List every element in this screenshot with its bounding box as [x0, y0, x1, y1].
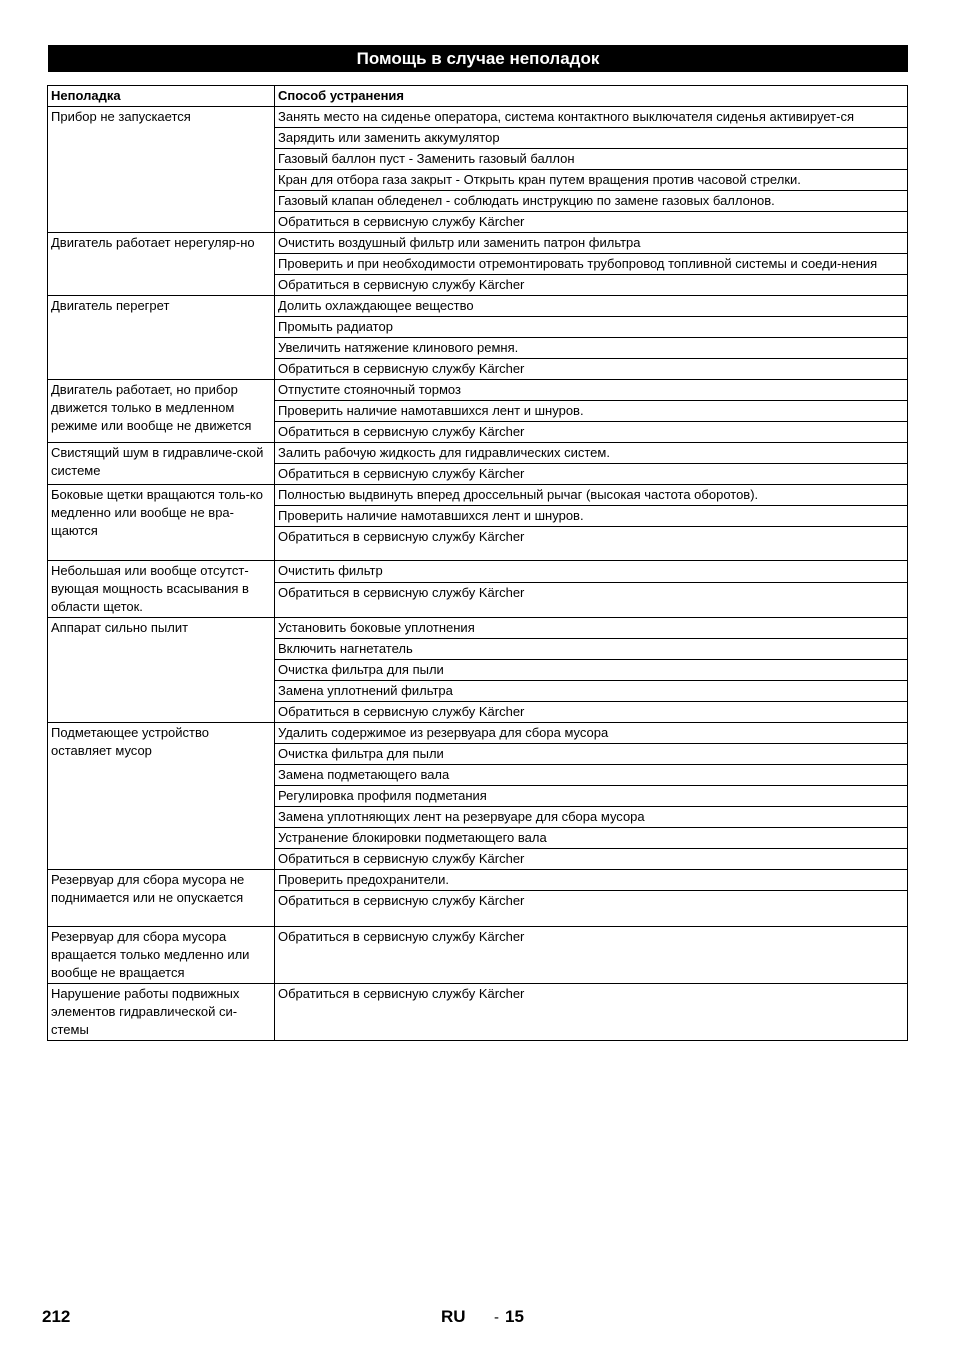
- remedy-cell: Включить нагнетатель: [275, 639, 908, 660]
- table-row: [48, 233, 908, 254]
- remedy-cell: Обратиться в сервисную службу Kärcher: [275, 849, 908, 870]
- table-row: [48, 107, 908, 128]
- remedy-cell: Обратиться в сервисную службу Kärcher: [275, 464, 908, 485]
- troubleshooting-table: [47, 85, 908, 1041]
- remedy-cell: Проверить наличие намотавшихся лент и шнуров.: [275, 401, 908, 422]
- remedy-cell: Проверить предохранители.: [275, 870, 908, 891]
- remedy-cell: Обратиться в сервисную службу Kärcher: [275, 359, 908, 380]
- remedy-cell: Кран для отбора газа закрыт - Открыть кран путем вращения против часовой стрелки.: [275, 170, 908, 191]
- header-remedy: Способ устранения: [275, 86, 908, 107]
- problem-cell: Двигатель работает нерегуляр-но: [48, 233, 275, 296]
- table-row: [48, 927, 908, 984]
- remedy-cell: Отпустите стояночный тормоз: [275, 380, 908, 401]
- remedy-cell: Зарядить или заменить аккумулятор: [275, 128, 908, 149]
- remedy-cell: Обратиться в сервисную службу Kärcher: [275, 527, 908, 561]
- remedy-cell: Очистить воздушный фильтр или заменить патрон фильтра: [275, 233, 908, 254]
- remedy-cell: Проверить наличие намотавшихся лент и шнуров.: [275, 506, 908, 527]
- table-row: [48, 618, 908, 639]
- remedy-cell: Обратиться в сервисную службу Kärcher: [275, 422, 908, 443]
- table-row: [48, 723, 908, 744]
- remedy-cell: Обратиться в сервисную службу Kärcher: [275, 891, 908, 927]
- remedy-cell: Регулировка профиля подметания: [275, 786, 908, 807]
- remedy-cell: Полностью выдвинуть вперед дроссельный рычаг (высокая частота оборотов).: [275, 485, 908, 506]
- table-body: [48, 107, 908, 1041]
- remedy-cell: Замена подметающего вала: [275, 765, 908, 786]
- remedy-cell: Увеличить натяжение клинового ремня.: [275, 338, 908, 359]
- table-row: [48, 984, 908, 1041]
- header-problem: Неполадка: [48, 86, 275, 107]
- remedy-cell: Обратиться в сервисную службу Kärcher: [275, 702, 908, 723]
- remedy-cell: Замена уплотняющих лент на резервуаре для сбора мусора: [275, 807, 908, 828]
- remedy-cell: Обратиться в сервисную службу Kärcher: [275, 582, 908, 617]
- remedy-cell: Очистить фильтр: [275, 561, 908, 583]
- remedy-cell: Долить охлаждающее вещество: [275, 296, 908, 317]
- remedy-cell: Газовый клапан обледенел - соблюдать инструкцию по замене газовых баллонов.: [275, 191, 908, 212]
- remedy-cell: Замена уплотнений фильтра: [275, 681, 908, 702]
- remedy-cell: Обратиться в сервисную службу Kärcher: [275, 275, 908, 296]
- language-code: RU: [441, 1307, 466, 1326]
- remedy-cell: Залить рабочую жидкость для гидравлических систем.: [275, 443, 908, 464]
- remedy-cell: Очистка фильтра для пыли: [275, 660, 908, 681]
- table-row: [48, 443, 908, 464]
- remedy-cell: Удалить содержимое из резервуара для сбора мусора: [275, 723, 908, 744]
- remedy-cell: Промыть радиатор: [275, 317, 908, 338]
- page-number: 212: [42, 1307, 71, 1326]
- remedy-cell: Проверить и при необходимости отремонтировать трубопровод топливной системы и соеди-нения: [275, 254, 908, 275]
- section-title: Помощь в случае неполадок: [48, 45, 908, 72]
- remedy-cell: Занять место на сиденье оператора, система контактного выключателя сиденья активирует-ся: [275, 107, 908, 128]
- problem-cell: Аппарат сильно пылит: [48, 618, 275, 723]
- remedy-cell: Обратиться в сервисную службу Kärcher: [275, 984, 908, 1041]
- table-row: [48, 485, 908, 506]
- problem-cell: Небольшая или вообще отсутст-вующая мощность всасывания в области щеток.: [48, 561, 275, 618]
- problem-cell: Подметающее устройство оставляет мусор: [48, 723, 275, 870]
- problem-cell: Резервуар для сбора мусора не поднимается или не опускается: [48, 870, 275, 927]
- problem-cell: Двигатель работает, но прибор движется только в медленном режиме или вообще не движется: [48, 380, 275, 443]
- remedy-cell: Очистка фильтра для пыли: [275, 744, 908, 765]
- remedy-cell: Установить боковые уплотнения: [275, 618, 908, 639]
- remedy-cell: Газовый баллон пуст - Заменить газовый баллон: [275, 149, 908, 170]
- table-header-row: [48, 86, 908, 107]
- problem-cell: Двигатель перегрет: [48, 296, 275, 380]
- remedy-cell: Устранение блокировки подметающего вала: [275, 828, 908, 849]
- table-row: [48, 380, 908, 401]
- section-page-number: 15: [505, 1307, 524, 1326]
- remedy-cell: Обратиться в сервисную службу Kärcher: [275, 212, 908, 233]
- page-separator: -: [494, 1309, 499, 1326]
- problem-cell: Нарушение работы подвижных элементов гидравлической си-стемы: [48, 984, 275, 1041]
- problem-cell: Свистящий шум в гидравличе-ской системе: [48, 443, 275, 485]
- remedy-cell: Обратиться в сервисную службу Kärcher: [275, 927, 908, 984]
- problem-cell: Прибор не запускается: [48, 107, 275, 233]
- table-row: [48, 870, 908, 891]
- table-row: [48, 561, 908, 583]
- table-row: [48, 296, 908, 317]
- problem-cell: Боковые щетки вращаются толь-ко медленно или вообще не вра-щаются: [48, 485, 275, 561]
- problem-cell: Резервуар для сбора мусора вращается только медленно или вообще не вращается: [48, 927, 275, 984]
